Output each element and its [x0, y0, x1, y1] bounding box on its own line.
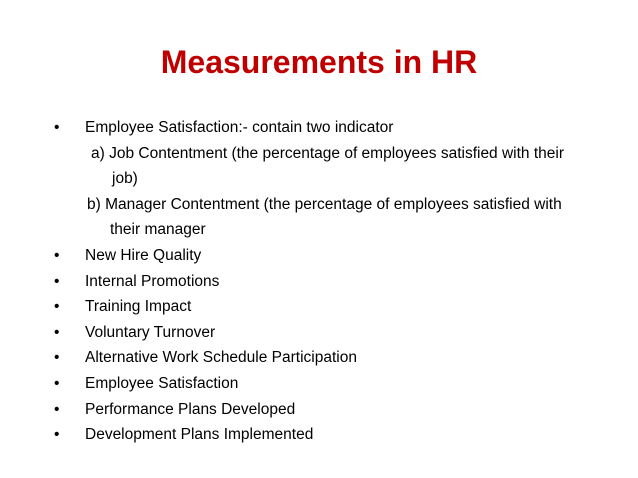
list-item-text: Development Plans Implemented	[85, 426, 314, 444]
bullet-icon: •	[54, 246, 60, 264]
list-item	[54, 345, 624, 371]
list-item-text: Internal Promotions	[85, 272, 220, 290]
sub-item-b-continued	[54, 217, 624, 243]
list-item-text: Employee Satisfaction:- contain two indicator	[85, 119, 394, 136]
list-item-text: Performance Plans Developed	[85, 400, 296, 418]
list-item-text: Training Impact	[85, 298, 192, 316]
list-item	[54, 397, 624, 423]
bullet-icon: •	[54, 349, 60, 367]
slide-title: Measurements in HR	[160, 44, 478, 80]
sub-item-a-continued-text: job)	[112, 170, 138, 188]
list-item-text: New Hire Quality	[85, 246, 202, 264]
sub-item-a	[54, 141, 624, 167]
bullet-icon: •	[54, 272, 60, 290]
bullet-icon: •	[54, 400, 60, 418]
list-item	[54, 320, 624, 346]
bullet-list	[54, 115, 624, 448]
list-item	[54, 269, 624, 295]
list-item	[54, 294, 624, 320]
list-item-text: Alternative Work Schedule Participation	[85, 349, 357, 367]
list-item	[54, 243, 624, 269]
bullet-icon: •	[54, 426, 60, 444]
sub-item-b	[54, 192, 624, 218]
list-item	[54, 422, 624, 448]
bullet-icon: •	[54, 374, 60, 392]
sub-item-a-continued	[54, 166, 624, 192]
bullet-icon: •	[54, 298, 60, 316]
bullet-icon: •	[54, 323, 60, 341]
list-item	[54, 115, 624, 141]
list-item	[54, 371, 624, 397]
sub-item-b-continued-text: their manager	[110, 221, 206, 239]
list-item-text: Voluntary Turnover	[85, 323, 216, 341]
list-item-text: Employee Satisfaction	[85, 374, 239, 392]
sub-item-a-text: a) Job Contentment (the percentage of employees satisfied with their	[91, 144, 565, 162]
sub-item-b-text: b) Manager Contentment (the percentage of employees satisfied with	[87, 195, 562, 213]
bullet-icon: •	[54, 119, 60, 136]
